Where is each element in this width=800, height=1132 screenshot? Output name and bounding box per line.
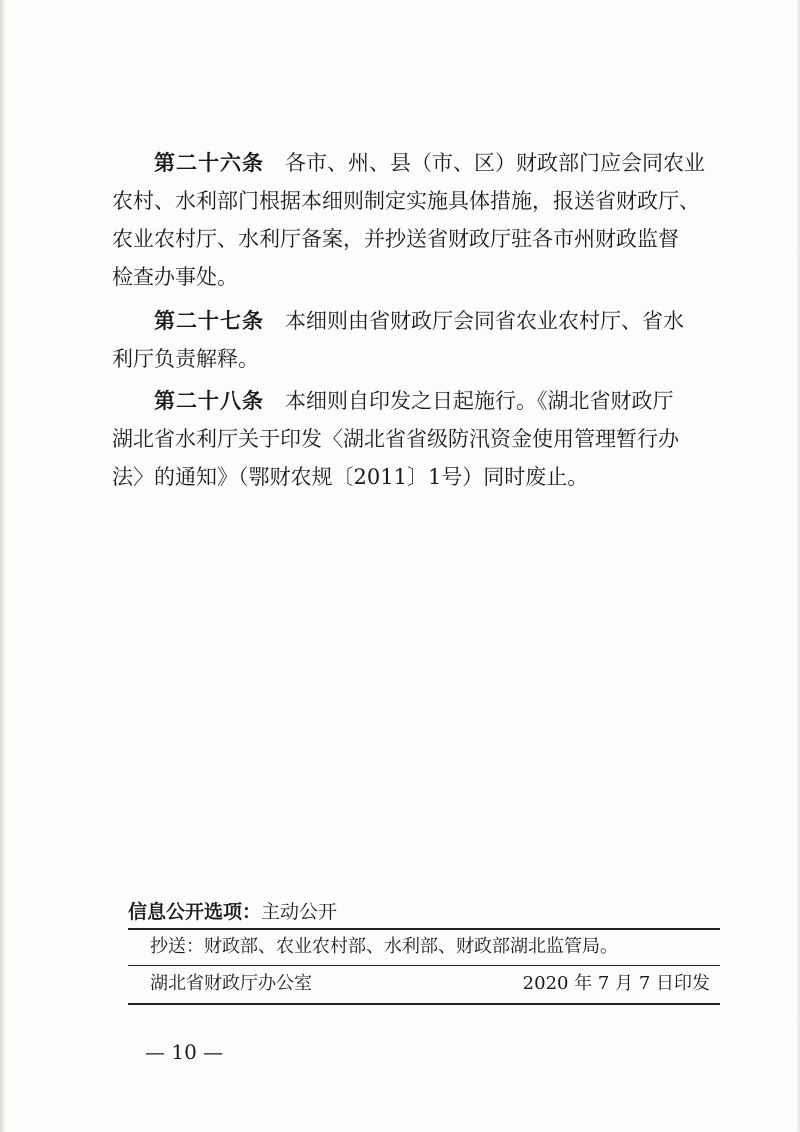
- scan-edge-right: [796, 0, 800, 1132]
- article-27-text-1: 本细则由省财政厅会同省农业农村厅、省水: [285, 309, 684, 333]
- article-28-line-1: [112, 382, 712, 420]
- cc-line: 抄送：财政部、农业农村部、水利部、财政部湖北监管局。: [150, 936, 618, 957]
- article-26-line-1: [112, 144, 712, 182]
- article-28: [112, 382, 712, 496]
- disclosure-option: [128, 900, 718, 924]
- disclosure-value: 主动公开: [261, 901, 338, 923]
- article-26-line-3: 农业农村厅、水利厅备案，并抄送省财政厅驻各市州财政监督: [112, 227, 679, 251]
- article-27-heading: 第二十七条: [154, 308, 264, 333]
- issuer-office: 湖北省财政厅办公室: [150, 973, 312, 994]
- article-26-line-2: 农村、水利部门根据本细则制定实施具体措施，报送省财政厅、: [112, 189, 700, 213]
- article-26-line-4: 检查办事处。: [112, 265, 238, 289]
- article-27: [112, 302, 712, 378]
- article-28-line-3: 法〉的通知》（鄂财农规〔2011〕1号）同时废止。: [112, 465, 589, 489]
- disclosure-label: 信息公开选项：: [128, 901, 262, 923]
- scan-edge-left: [0, 0, 6, 1132]
- article-28-text-1: 本细则自印发之日起施行。《湖北省财政厅: [285, 389, 674, 413]
- article-26-heading: 第二十六条: [154, 150, 264, 175]
- article-27-line-2: 利厅负责解释。: [112, 347, 259, 371]
- page-number: — 10 —: [145, 1040, 224, 1064]
- footer-rule-bottom: [128, 1003, 720, 1005]
- article-27-line-1: [112, 302, 712, 340]
- article-26: [112, 144, 712, 296]
- article-28-heading: 第二十八条: [154, 388, 264, 413]
- article-28-line-2: 湖北省水利厅关于印发〈湖北省省级防汛资金使用管理暂行办: [112, 427, 679, 451]
- issue-date: 2020 年 7 月 7 日印发: [522, 973, 710, 994]
- footer-rule-top: [128, 928, 720, 930]
- article-26-text-1: 各市、州、县（市、区）财政部门应会同农业: [285, 151, 705, 175]
- footer-rule-middle: [128, 965, 720, 966]
